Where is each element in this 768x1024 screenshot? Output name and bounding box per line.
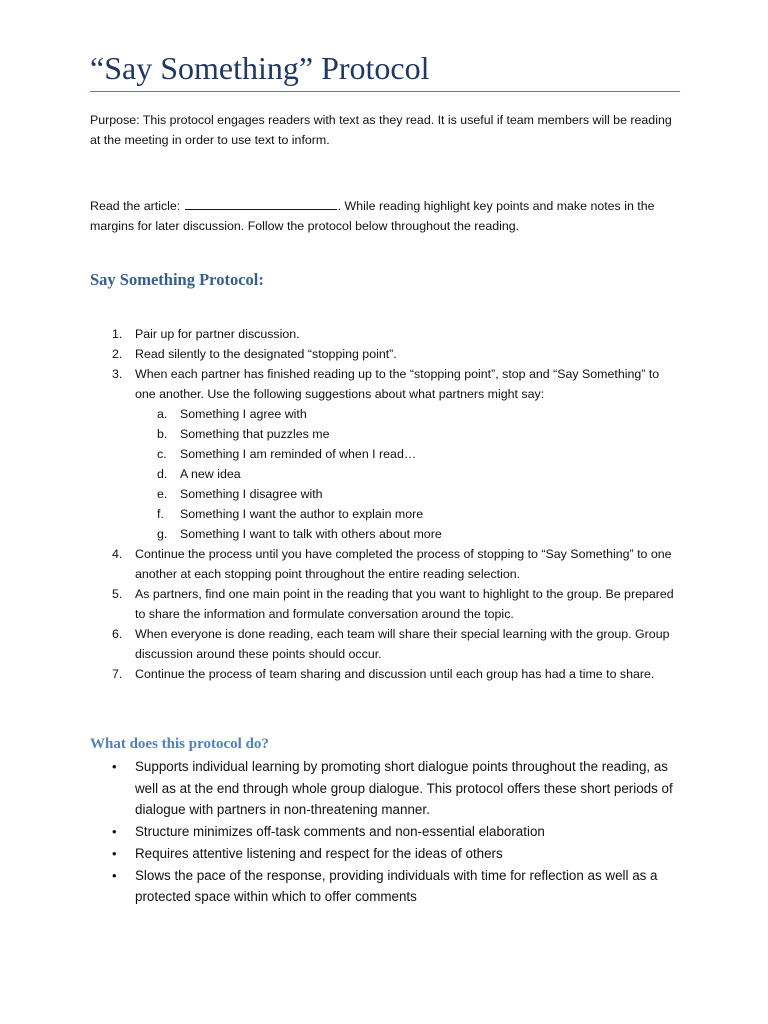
suggestion-letter: f. [157,507,164,521]
article-prefix: Read the article: [90,199,184,213]
step-number: 6. [112,627,123,641]
suggestion-item [135,444,682,464]
suggestion-text: Something I agree with [180,407,307,421]
benefit-text: Slows the pace of the response, providing individuals with time for reflection as well as a protected space within which to offer comments [135,867,658,905]
benefit-text: Requires attentive listening and respect for the ideas of others [135,845,503,861]
suggestion-item [135,424,682,444]
step-item [90,344,682,364]
step-text: Read silently to the designated “stopping point”. [135,347,397,361]
step-item [90,364,682,544]
bullet-icon: • [112,867,117,883]
suggestion-item [135,484,682,504]
protocol-steps [90,324,682,684]
step-text: As partners, find one main point in the reading that you want to highlight to the group. Be prepared to share the information and formulate conversation around the topic. [135,587,674,621]
suggestion-item [135,404,682,424]
step-number: 3. [112,367,123,381]
protocol-heading: Say Something Protocol: [90,270,264,289]
suggestion-text: Something that puzzles me [180,427,330,441]
step-number: 5. [112,587,123,601]
suggestion-letter: c. [157,447,167,461]
benefits-list [90,756,682,908]
step-number: 7. [112,667,123,681]
bullet-icon: • [112,845,117,861]
step-item [90,624,682,664]
step-item [90,584,682,624]
purpose-paragraph: Purpose: This protocol engages readers with text as they read. It is useful if team members will be reading at the meeting in order to use text to inform. [90,113,672,147]
benefit-item [90,756,682,821]
step-item [90,664,682,684]
suggestion-text: Something I want to talk with others about more [180,527,442,541]
suggestion-letter: a. [157,407,168,421]
suggestion-letter: d. [157,467,168,481]
step-text: When each partner has finished reading up to the “stopping point”, stop and “Say Something” to one another. Use the following suggestions about what partners might say: [135,367,660,401]
suggestion-item [135,464,682,484]
suggestion-letter: b. [157,427,168,441]
suggestion-letter: e. [157,487,168,501]
step-text: Pair up for partner discussion. [135,327,300,341]
benefit-item [90,843,682,865]
suggestion-letter: g. [157,527,168,541]
step-number: 4. [112,547,123,561]
suggestion-text: Something I am reminded of when I read… [180,447,417,461]
suggestion-item [135,504,682,524]
benefit-item [90,821,682,843]
suggestion-text: Something I want the author to explain more [180,507,424,521]
article-instructions [90,196,682,236]
suggestion-text: A new idea [180,467,241,481]
step-number: 1. [112,327,123,341]
benefit-item [90,865,682,908]
page-title: “Say Something” Protocol [90,50,430,86]
step-text: When everyone is done reading, each team will share their special learning with the group. Group discussion around these points should occur. [135,627,670,661]
step-text: Continue the process of team sharing and discussion until each group has had a time to share. [135,667,655,681]
article-blank-line [185,197,337,210]
step-number: 2. [112,347,123,361]
what-does-heading: What does this protocol do? [90,736,269,752]
benefit-text: Supports individual learning by promoting short dialogue points throughout the reading, as well as at the end through whole group dialogue. This protocol offers these short periods of dialogue with partners in non-threatening manner. [135,759,673,818]
suggestion-item [135,524,682,544]
benefit-text: Structure minimizes off-task comments and non-essential elaboration [135,824,545,840]
step-text: Continue the process until you have completed the process of stopping to “Say Something” to one another at each stopping point throughout the entire reading selection. [135,547,672,581]
step-item [90,324,682,344]
bullet-icon: • [112,824,117,840]
suggestion-list [135,404,682,544]
title-underline [90,91,680,92]
step-item [90,544,682,584]
article-suffix: . While reading highlight key points and make notes in the margins for later discussion. Follow the protocol below throughout the reading. [90,199,655,233]
suggestion-text: Something I disagree with [180,487,323,501]
bullet-icon: • [112,759,117,774]
